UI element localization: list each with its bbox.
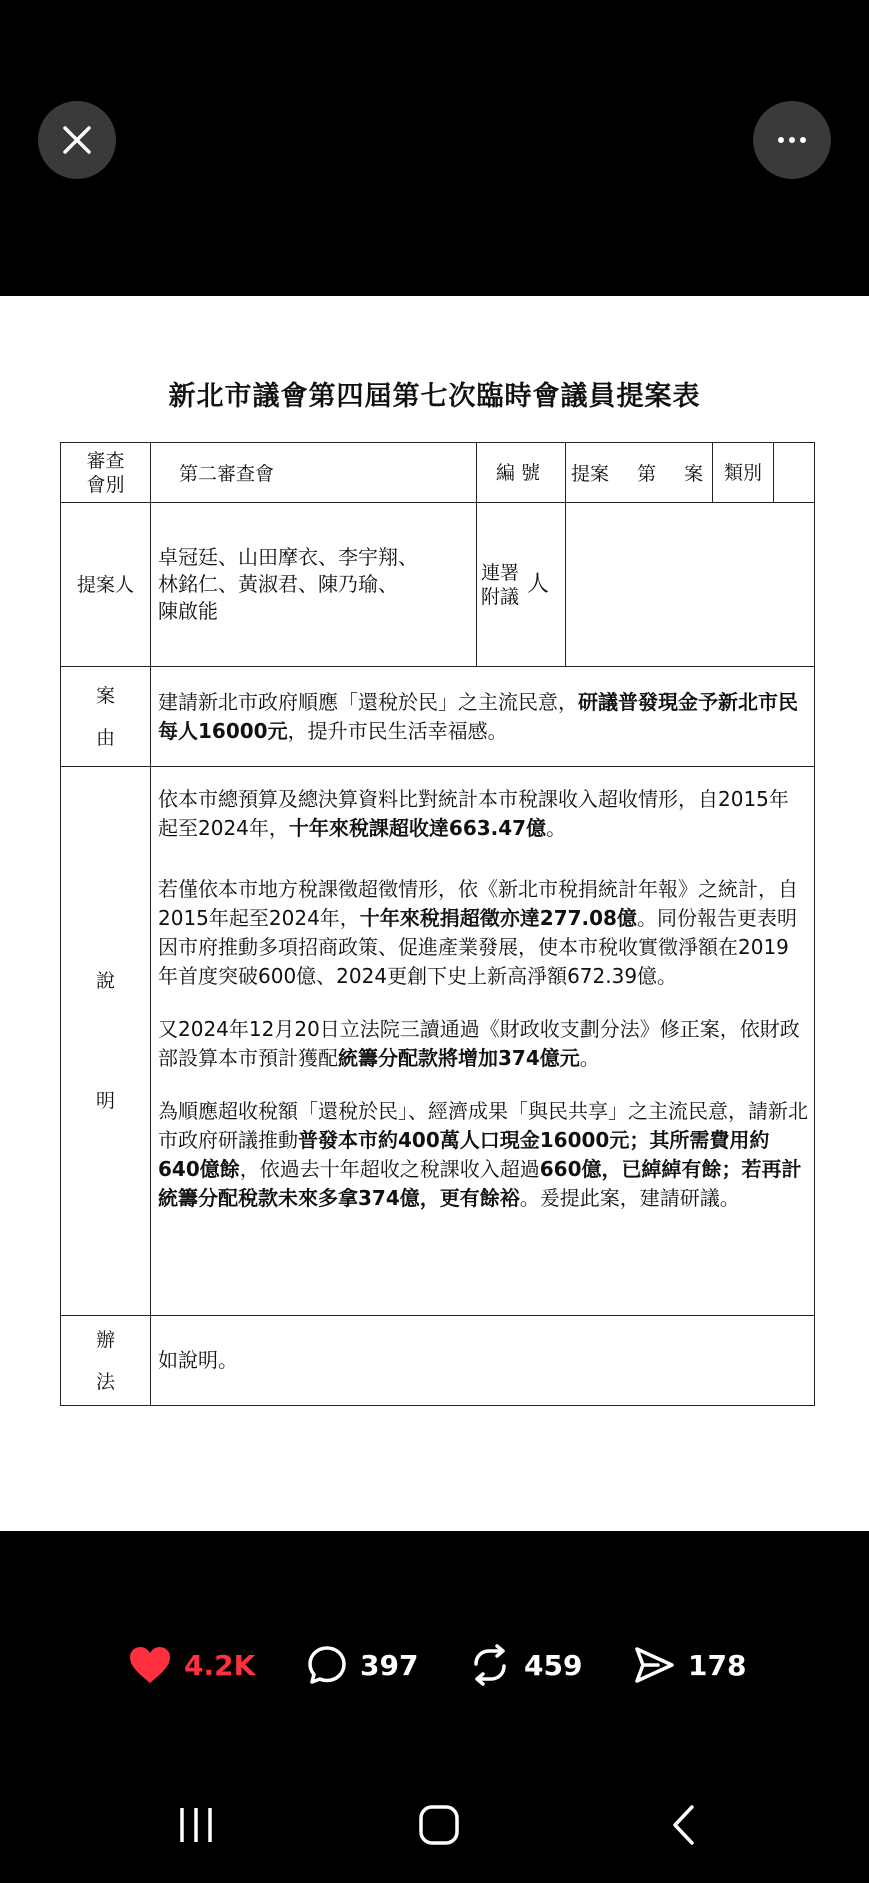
engagement-bar xyxy=(0,1640,869,1690)
subject-label: 案 由 xyxy=(61,667,151,767)
like-button[interactable] xyxy=(128,1640,255,1690)
share-button[interactable] xyxy=(632,1640,746,1690)
proposal-end: 案 xyxy=(684,463,704,485)
close-icon xyxy=(62,125,92,155)
recent-apps-icon xyxy=(176,1806,216,1844)
proposers-line: 林銘仁、黃淑君、陳乃瑜、 xyxy=(158,572,398,596)
more-options-button[interactable] xyxy=(753,101,831,179)
explanation-text xyxy=(151,767,815,1316)
close-button[interactable] xyxy=(38,101,116,179)
repost-button[interactable] xyxy=(468,1640,582,1690)
system-navigation-bar xyxy=(0,1795,869,1855)
committee-value: 第二審查會 xyxy=(151,443,477,503)
explanation-paragraph: 若僅依本市地方稅課徵超徵情形，依《新北市稅捐統計年報》之統計，自2015年起至2024年，十年來稅捐超徵亦達277.08億。同份報告更表明因市府推動多項招商政策、促進產業發展，使本市稅收實徵淨額在2019年首度突破600億、2024更創下史上新高淨額672.39億。 xyxy=(158,877,798,988)
explanation-paragraph: 依本市總預算及總決算資料比對統計本市稅課收入超收情形，自2015年起至2024年，十年來稅課超收達663.47億。 xyxy=(158,787,789,840)
comment-icon xyxy=(306,1644,348,1686)
like-count: 4.2K xyxy=(184,1648,256,1682)
table-row xyxy=(61,1316,815,1406)
proposal-mid: 第 xyxy=(637,463,657,485)
subject-text: 建請新北市政府順應「還稅於民」之主流民意，研議普發現金予新北市民每人16000元，提升市民生活幸福感。 xyxy=(151,667,815,767)
proposal-label: 提案 xyxy=(571,463,610,485)
comment-count: 397 xyxy=(360,1648,419,1682)
proposer-label: 提案人 xyxy=(61,503,151,667)
proposal-number-cell xyxy=(566,443,713,503)
send-icon xyxy=(632,1644,676,1686)
repost-count: 459 xyxy=(524,1648,583,1682)
explanation-paragraph: 又2024年12月20日立法院三讀通過《財政收支劃分法》修正案，依財政部設算本市預計獲配統籌分配款將增加374億元。 xyxy=(158,1017,800,1070)
method-text: 如說明。 xyxy=(151,1316,815,1406)
back-button[interactable] xyxy=(654,1800,714,1850)
proposal-document-image xyxy=(0,296,869,1531)
comment-button[interactable] xyxy=(306,1640,418,1690)
share-count: 178 xyxy=(688,1648,747,1682)
cosign-label: 連署 附議 人 xyxy=(477,503,566,667)
explanation-paragraph: 為順應超收稅額「還稅於民」、經濟成果「與民共享」之主流民意，請新北市政府研議推動普發本市約400萬人口現金16000元；其所需費用約640億餘，依過去十年超收之稅課收入超過660億，已綽綽有餘；若再計統籌分配稅款未來多拿374億，更有餘裕。爰提此案，建請研議。 xyxy=(158,1099,808,1210)
repost-icon xyxy=(468,1644,512,1686)
category-value xyxy=(774,443,815,503)
proposers-list xyxy=(151,503,477,667)
proposers-line: 陳啟能 xyxy=(158,599,218,623)
table-row xyxy=(61,667,815,767)
home-button[interactable] xyxy=(409,1800,469,1850)
home-icon xyxy=(418,1804,460,1846)
explanation-label: 說 明 xyxy=(61,767,151,1316)
proposers-line: 卓冠廷、山田摩衣、李宇翔、 xyxy=(158,545,418,569)
number-label: 編號 xyxy=(477,443,566,503)
method-label: 辦 法 xyxy=(61,1316,151,1406)
table-row xyxy=(61,443,815,503)
recent-apps-button[interactable] xyxy=(166,1800,226,1850)
document-title: 新北市議會第四屆第七次臨時會議員提案表 xyxy=(168,381,701,412)
committee-label: 審查會別 xyxy=(61,443,151,503)
heart-icon xyxy=(128,1645,172,1685)
proposal-form-table xyxy=(60,442,815,1406)
table-row xyxy=(61,503,815,667)
table-row xyxy=(61,767,815,1316)
back-icon xyxy=(670,1804,698,1846)
more-icon xyxy=(777,136,807,144)
cosigners-value xyxy=(566,503,815,667)
category-label: 類別 xyxy=(713,443,774,503)
